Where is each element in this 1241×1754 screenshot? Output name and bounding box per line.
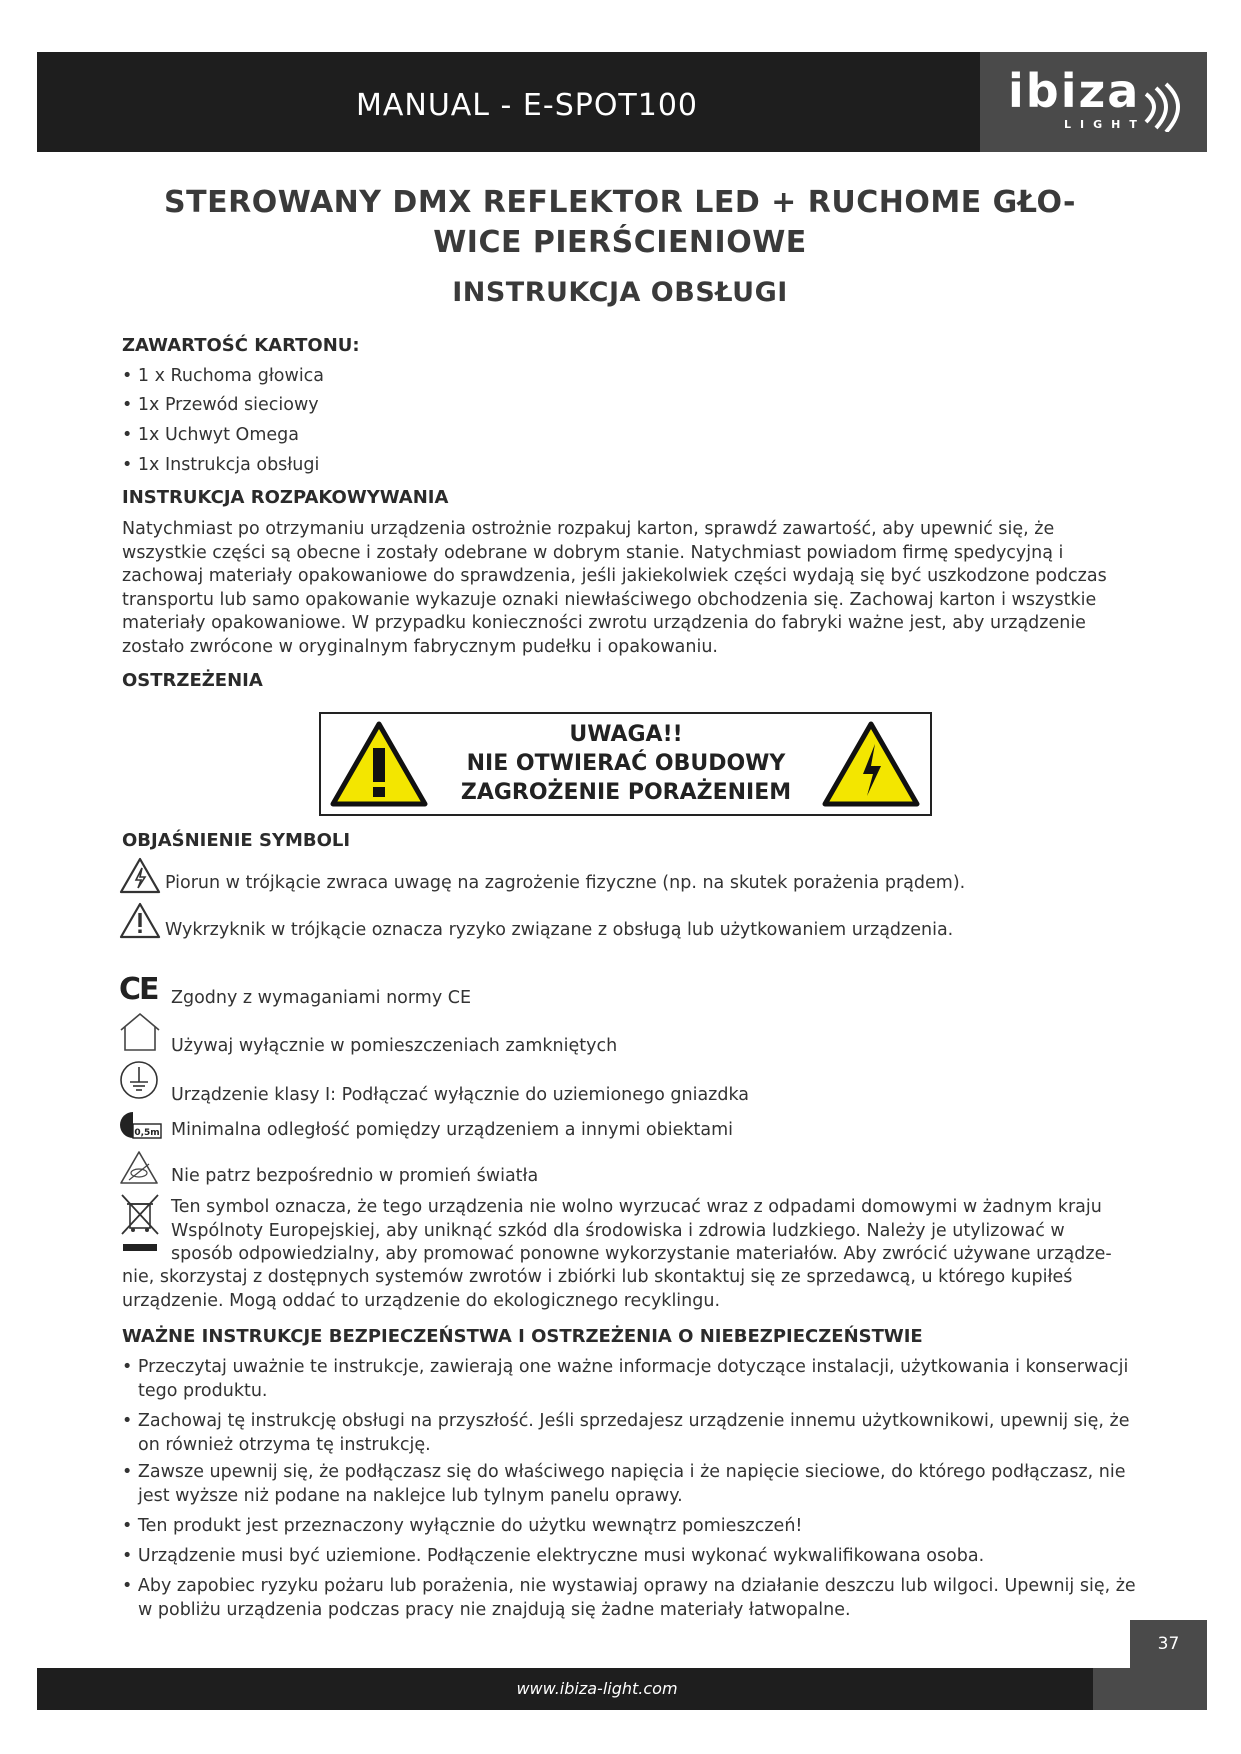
lightning-triangle-icon — [821, 720, 921, 808]
list-item: • Aby zapobiec ryzyku pożaru lub porażenia, nie wystawiaj oprawy na działanie deszczu lub wilgoci. Upewnij się, że w pobliżu urządzenia podczas pracy nie znajdują się żadne materiały łatwopalne. — [122, 1576, 1136, 1620]
contents-heading: ZAWARTOŚĆ KARTONU: — [122, 335, 360, 356]
distance-label: 0,5m — [134, 1128, 160, 1138]
ce-mark-icon: CE — [119, 972, 158, 1007]
footer-accent — [1093, 1668, 1207, 1710]
list-item: • Urządzenie musi być uziemione. Podłączenie elektryczne musi wykonać wykwalifikowana osoba. — [122, 1546, 985, 1566]
symbol-class1-text: Urządzenie klasy I: Podłączać wyłącznie do uziemionego gniazdka — [171, 1085, 750, 1105]
symbol-weee-text: Ten symbol oznacza, że tego urządzenia nie wolno wyrzucać wraz z odpadami domowymi w żadnym kraju Wspólnoty Europejskiej, aby uniknąć szkód dla środowiska i zdrowia ludzkiego. Należy je utylizować w sposób odpowiedzialny, aby promować ponowne wykorzystanie materiałów. Aby zwrócić używane urządze- — [171, 1197, 1112, 1264]
exclamation-triangle-icon — [119, 902, 161, 940]
document-subtitle: INSTRUKCJA OBSŁUGI — [452, 277, 788, 308]
symbols-heading: OBJAŚNIENIE SYMBOLI — [122, 830, 351, 851]
brand-logo — [980, 52, 1207, 152]
min-distance-icon — [119, 1110, 163, 1140]
list-item: • 1x Uchwyt Omega — [122, 425, 299, 445]
list-item: • Przeczytaj uważnie te instrukcje, zawierają one ważne informacje dotyczące instalacji, użytkowania i konserwacji tego produktu. — [122, 1357, 1129, 1401]
symbol-indoor-text: Używaj wyłącznie w pomieszczeniach zamkniętych — [171, 1036, 618, 1056]
list-item: • 1 x Ruchoma głowica — [122, 366, 325, 386]
logo-text: ibiza — [1008, 64, 1141, 118]
no-look-icon — [119, 1150, 159, 1186]
list-item: • Zawsze upewnij się, że podłączasz się do właściwego napięcia i że napięcie sieciowe, do którego podłączasz, nie jest wyższe niż podane na naklejce lub tylnym panelu oprawy. — [122, 1462, 1126, 1506]
unpacking-heading: INSTRUKCJA ROZPAKOWYWANIA — [122, 487, 449, 508]
warning-box — [319, 712, 932, 816]
warnings-heading: OSTRZEŻENIA — [122, 670, 263, 691]
manual-title: MANUAL - E-SPOT100 — [355, 88, 699, 123]
list-item: • Zachowaj tę instrukcję obsługi na przyszłość. Jeśli sprzedajesz urządzenie innemu użytkownikowi, upewnij się, że on również otrzyma tę instrukcję. — [122, 1411, 1130, 1455]
safety-heading: WAŻNE INSTRUKCJE BEZPIECZEŃSTWA I OSTRZEŻENIA O NIEBEZPIECZEŃSTWIE — [122, 1326, 923, 1347]
ground-class1-icon — [119, 1060, 159, 1100]
list-item: • 1x Przewód sieciowy — [122, 395, 319, 415]
symbol-ce-text: Zgodny z wymaganiami normy CE — [171, 988, 472, 1008]
logo-subtext: LIGHT — [1064, 118, 1146, 131]
wireless-waves-icon — [1140, 82, 1190, 132]
lightning-triangle-icon — [119, 857, 161, 895]
footer-bar — [37, 1668, 1207, 1710]
symbol-distance-text: Minimalna odległość pomiędzy urządzeniem a innymi obiektami — [171, 1120, 733, 1140]
symbol-lightning-text: Piorun w trójkącie zwraca uwagę na zagrożenie fizyczne (np. na skutek porażenia prądem). — [165, 873, 966, 893]
house-icon — [119, 1012, 161, 1052]
page-number: 37 — [1130, 1620, 1207, 1668]
exclamation-triangle-icon — [329, 720, 429, 808]
symbol-weee-text-continued: nie, skorzystaj z dostępnych systemów zwrotów i zbiórki lub skontaktuj się ze sprzedawcą, u którego kupiłeś urządzenie. Mogą oddać to urządzenie do ekologicznego recyklingu. — [122, 1267, 1073, 1311]
warning-text: UWAGA!! NIE OTWIERAĆ OBUDOWY ZAGROŻENIE PORAŻENIEM — [460, 722, 792, 805]
weee-bin-icon — [119, 1192, 161, 1254]
website-link[interactable]: www.ibiza-light.com — [516, 1679, 678, 1698]
list-item: • Ten produkt jest przeznaczony wyłącznie do użytku wewnątrz pomieszczeń! — [122, 1516, 803, 1536]
unpacking-paragraph: Natychmiast po otrzymaniu urządzenia ostrożnie rozpakuj karton, sprawdź zawartość, aby upewnić się, że wszystkie części są obecne i zostały odebrane w dobrym stanie. Natychmiast powiadom firmę spedycyjną i zachowaj materiały opakowaniowe do sprawdzenia, jeśli jakiekolwiek części wydają się być uszkodzone podczas transportu lub samo opakowanie wykazuje oznaki niewłaściwego obchodzenia się. Zachowaj karton i wszystkie materiały opakowaniowe. W przypadku konieczności zwrotu urządzenia do fabryki ważne jest, aby urządzenie zostało zwrócone w oryginalnym fabrycznym pudełku i opakowaniu. — [122, 519, 1107, 657]
list-item: • 1x Instrukcja obsługi — [122, 455, 320, 475]
document-title: STEROWANY DMX REFLEKTOR LED + RUCHOME GŁO- WICE PIERŚCIENIOWE — [164, 185, 1076, 260]
symbol-nolook-text: Nie patrz bezpośrednio w promień światła — [171, 1166, 539, 1186]
symbol-exclamation-text: Wykrzyknik w trójkącie oznacza ryzyko związane z obsługą lub użytkowaniem urządzenia. — [165, 920, 954, 940]
